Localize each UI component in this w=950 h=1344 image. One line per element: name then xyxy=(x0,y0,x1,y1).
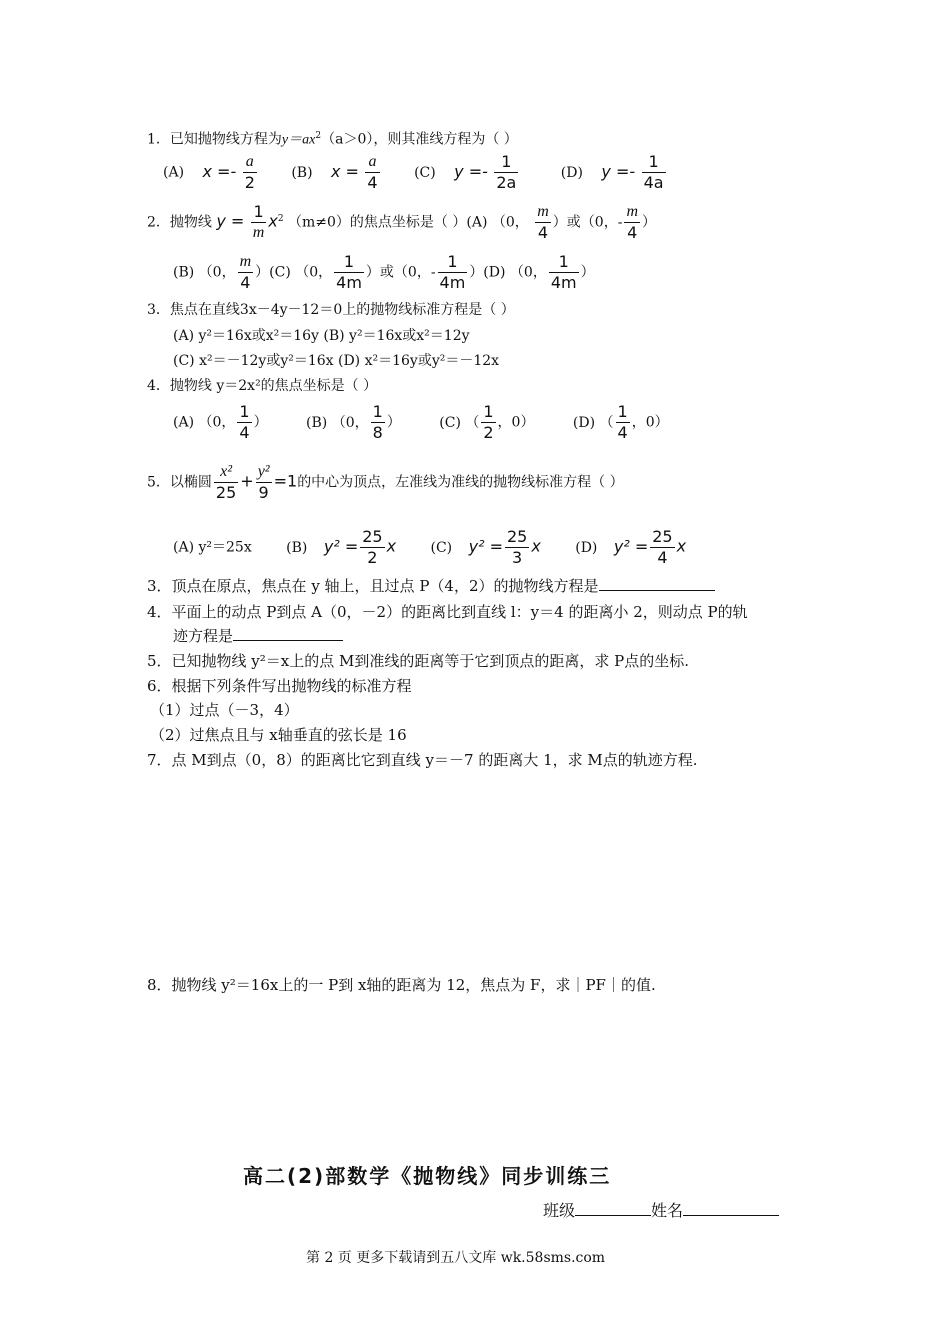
fraction: $\frac{1}{4m}$ xyxy=(336,252,362,292)
question-5-options: (A) y²＝25x (B) y² = $\frac{25}{2}$ x (C) y² = $\frac{25}{3}$ x (D) y² = $\frac{25}{4}$ x xyxy=(173,527,687,567)
name-field[interactable] xyxy=(683,1201,779,1216)
fraction: $\frac{m}{4}$ xyxy=(537,203,549,242)
answer-blank[interactable] xyxy=(599,576,715,591)
question-1-stem: 1．已知抛物线方程为$y=ax^2(a>0)$，则其准线方程为（ ） xyxy=(147,131,518,148)
fraction: $\frac{1}{2}$ xyxy=(483,402,494,442)
page-footer: 第 2 页 更多下载请到五八文库 wk.58sms.com xyxy=(306,1250,606,1266)
question-7: 7．点 M到点（0，8）的距离比它到直线 y＝－7 的距离大 1，求 M点的轨迹方程. xyxy=(147,751,698,769)
fraction: $\frac{\text{y²}}{9}$ xyxy=(257,463,270,502)
question-4-options: (A) （0， $\frac{1}{4}$ ） (B) （0， $\frac{1}{8}$ ） (C) （ $\frac{1}{2}$ ，0） (D) （ $\frac{1}{4}$ ，0） xyxy=(173,402,669,442)
answer-blank[interactable] xyxy=(233,626,343,641)
question-5-point: 5．已知抛物线 y²＝x上的点 M到准线的距离等于它到顶点的距离，求 P点的坐标. xyxy=(147,652,690,670)
fraction: $\frac{1}{4m}$ xyxy=(550,252,577,292)
question-3-stem: 3．焦点在直线3x－4y－12＝0上的抛物线标准方程是（ ） xyxy=(147,302,515,318)
fraction: $\frac{m}{4}$ xyxy=(626,203,638,242)
fraction: $\frac{1}{4}$ xyxy=(239,402,250,442)
question-3-options-cd: (C) x²＝－12y或y²＝16x (D) x²＝16y或y²＝－12x xyxy=(173,353,500,369)
question-3-options-ab: (A) y²＝16x或x²＝16y (B) y²＝16x或x²＝12y xyxy=(173,328,470,344)
fraction: $\frac{25}{3}$ xyxy=(506,527,528,567)
fraction: $\frac{\text{x²}}{25}$ xyxy=(215,463,237,502)
fraction: $\frac{1}{8}$ xyxy=(372,402,383,442)
fraction: $\frac{a}{4}$ xyxy=(367,153,378,192)
fill-question-4-line2: 迹方程是 xyxy=(173,626,343,646)
fraction: $\frac{a}{2}$ xyxy=(244,153,255,192)
fraction: $\frac{1}{4}$ xyxy=(617,402,628,442)
fraction: $\frac{1}{2a}$ xyxy=(496,152,517,192)
fraction: $\frac{25}{2}$ xyxy=(362,527,383,567)
question-2-options: (B) （0， $\frac{m}{4}$ ）(C) （0， $\frac{1}{4m}$ ）或（0，- $\frac{1}{4m}$ ）(D) （0， $\frac{1}{4m}$ ） xyxy=(173,252,595,292)
fill-question-3: 3．顶点在原点，焦点在 y 轴上，且过点 P（4，2）的抛物线方程是 xyxy=(147,576,715,596)
class-field[interactable] xyxy=(575,1201,651,1216)
question-6-part-1: （1）过点（－3，4） xyxy=(150,701,299,719)
question-6: 6．根据下列条件写出抛物线的标准方程 xyxy=(147,677,412,695)
question-1-options: (A) x =- $\frac{a}{2}$ (B) x = $\frac{a}{4}$ (C) y =- $\frac{1}{2a}$ (D) y =- $\frac{1}{4a}$ xyxy=(163,152,664,192)
fraction: $\frac{1}{4m}$ xyxy=(439,252,466,292)
option-a-label: (A) xyxy=(163,164,185,181)
question-5-stem: 5．以椭圆 $\frac{\text{x²}}{25}$ + $\frac{\text{y²}}{9}$ =1的中心为顶点，左准线为准线的抛物线标准方程（ ） xyxy=(147,463,624,502)
name-label: 姓名 xyxy=(651,1201,684,1220)
question-6-part-2: （2）过焦点且与 x轴垂直的弦长是 16 xyxy=(150,726,407,744)
fraction: $\frac{25}{4}$ xyxy=(652,527,673,567)
class-label: 班级 xyxy=(543,1201,576,1220)
student-info xyxy=(543,1198,779,1221)
question-4-stem: 4．抛物线 y＝2x²的焦点坐标是（ ） xyxy=(147,378,378,394)
fraction: $\frac{m}{4}$ xyxy=(239,253,252,292)
fraction: $\frac{1}{m}$ xyxy=(252,202,265,241)
fill-question-4-line1: 4．平面上的动点 P到点 A（0，－2）的距离比到直线 l：y＝4 的距离小 2，则动点 P的轨 xyxy=(147,603,748,621)
question-8: 8．抛物线 y²＝16x上的一 P到 x轴的距离为 12，焦点为 F，求｜PF｜的值. xyxy=(147,976,656,994)
question-2-stem: 2．抛物线 y = $\frac{1}{m}$ $x^2$ （m≠0）的焦点坐标是（ ）(A) （0， $\frac{m}{4}$ ）或（0，- $\frac{m}{4}$ ） xyxy=(147,202,656,242)
fraction: $\frac{1}{4a}$ xyxy=(643,152,664,192)
worksheet-title: 高二(2)部数学《抛物线》同步训练三 xyxy=(243,1164,612,1188)
